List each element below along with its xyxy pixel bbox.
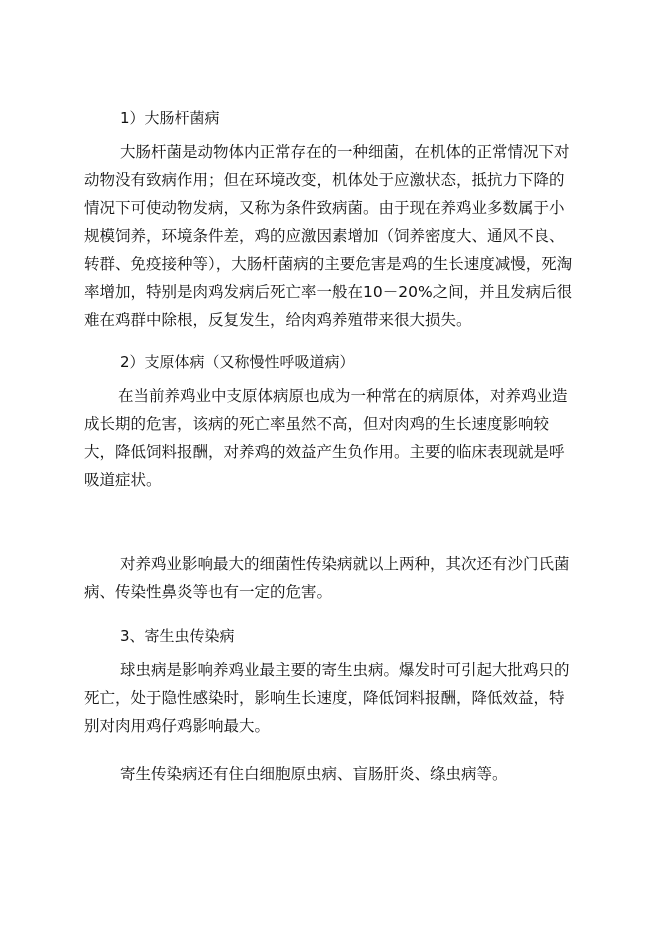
paragraph-other-parasites: 寄生传染病还有住白细胞原虫病、盲肠肝炎、绦虫病等。: [120, 765, 508, 783]
paragraph-coccidiosis: 球虫病是影响养鸡业最主要的寄生虫病。爆发时可引起大批鸡只的死亡，处于隐性感染时，影响生长速度，降低饲料报酬，降低效益，特别对肉用鸡仔鸡影响最大。: [84, 661, 570, 735]
paragraph-bacterial-summary: 对养鸡业影响最大的细菌性传染病就以上两种，其次还有沙门氏菌病、传染性鼻炎等也有一定的危害。: [84, 555, 570, 601]
section-heading-mycoplasma: 2）支原体病（又称慢性呼吸道病）: [120, 353, 355, 371]
paragraph-e-coli: 大肠杆菌是动物体内正常存在的一种细菌，在机体的正常情况下对动物没有致病作用；但在环境改变，机体处于应激状态，抵抗力下降的情况下可使动物发病，又称为条件致病菌。由于现在养鸡业多数属于小规模饲养，环境条件差，鸡的应激因素增加（饲养密度大、通风不良、转群、免疫接种等），大肠杆菌病的主要危害是鸡的生长速度减慢，死淘率增加，特别是肉鸡发病后死亡率一般在10－20%之间，并且发病后很难在鸡群中除根，反复发生，给肉鸡养殖带来很大损失。: [84, 143, 573, 329]
section-heading-e-coli: 1）大肠杆菌病: [120, 109, 220, 127]
section-heading-parasites: 3、寄生虫传染病: [120, 627, 235, 645]
paragraph-mycoplasma: 在当前养鸡业中支原体病原也成为一种常在的病原体，对养鸡业造成长期的危害，该病的死亡率虽然不高，但对肉鸡的生长速度影响较大，降低饲料报酬，对养鸡的效益产生负作用。主要的临床表现就是呼吸道症状。: [84, 387, 568, 489]
